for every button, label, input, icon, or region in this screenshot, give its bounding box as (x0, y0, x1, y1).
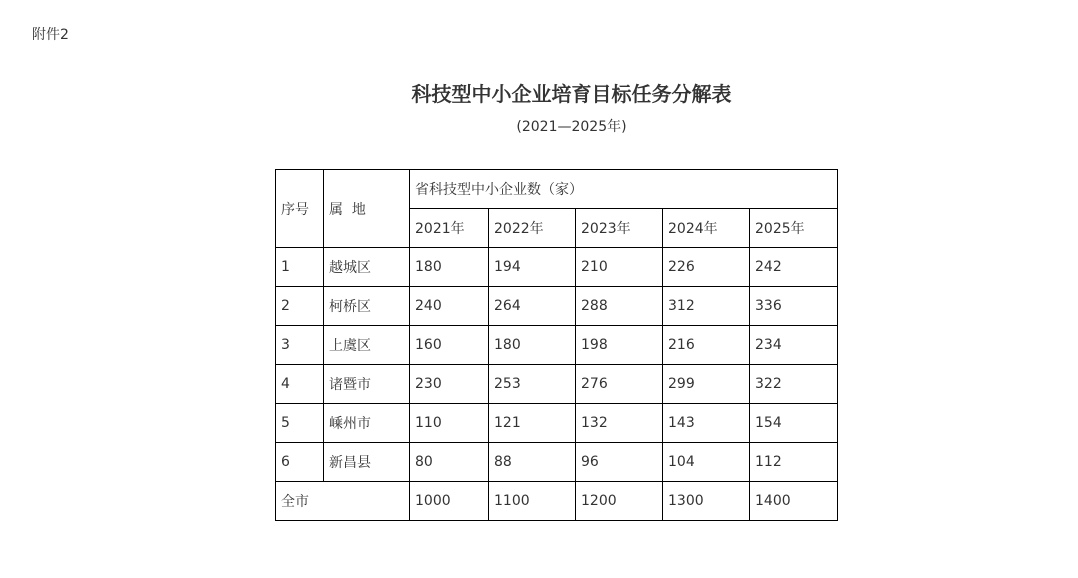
row-value: 276 (576, 365, 663, 404)
row-index: 1 (276, 248, 324, 287)
row-value: 88 (489, 443, 576, 482)
row-value: 336 (750, 287, 838, 326)
total-row (276, 482, 838, 521)
row-value: 154 (750, 404, 838, 443)
header-group: 省科技型中小企业数（家） (410, 170, 838, 209)
row-value: 132 (576, 404, 663, 443)
row-region: 嵊州市 (324, 404, 410, 443)
row-region: 上虞区 (324, 326, 410, 365)
header-year: 2021年 (410, 209, 489, 248)
row-value: 240 (410, 287, 489, 326)
row-value: 96 (576, 443, 663, 482)
attachment-label: 附件2 (32, 27, 69, 43)
row-value: 216 (663, 326, 750, 365)
row-value: 264 (489, 287, 576, 326)
table-row (276, 404, 838, 443)
row-index: 5 (276, 404, 324, 443)
row-value: 80 (410, 443, 489, 482)
table-row (276, 365, 838, 404)
total-label: 全市 (276, 482, 410, 521)
table-row (276, 287, 838, 326)
page-subtitle: (2021—2025年) (516, 119, 627, 135)
header-year: 2025年 (750, 209, 838, 248)
row-value: 112 (750, 443, 838, 482)
row-value: 312 (663, 287, 750, 326)
total-value: 1200 (576, 482, 663, 521)
total-value: 1300 (663, 482, 750, 521)
row-value: 242 (750, 248, 838, 287)
row-index: 4 (276, 365, 324, 404)
row-value: 160 (410, 326, 489, 365)
row-index: 2 (276, 287, 324, 326)
row-index: 3 (276, 326, 324, 365)
row-value: 234 (750, 326, 838, 365)
row-value: 322 (750, 365, 838, 404)
row-region: 柯桥区 (324, 287, 410, 326)
row-value: 143 (663, 404, 750, 443)
row-value: 194 (489, 248, 576, 287)
row-region: 越城区 (324, 248, 410, 287)
header-year: 2023年 (576, 209, 663, 248)
header-row (276, 170, 838, 209)
row-region: 诸暨市 (324, 365, 410, 404)
row-value: 226 (663, 248, 750, 287)
row-value: 180 (410, 248, 489, 287)
row-value: 230 (410, 365, 489, 404)
header-year: 2022年 (489, 209, 576, 248)
row-value: 299 (663, 365, 750, 404)
row-value: 253 (489, 365, 576, 404)
total-value: 1000 (410, 482, 489, 521)
target-table (275, 169, 838, 521)
row-value: 110 (410, 404, 489, 443)
row-value: 210 (576, 248, 663, 287)
row-value: 180 (489, 326, 576, 365)
total-value: 1400 (750, 482, 838, 521)
table-row (276, 443, 838, 482)
row-index: 6 (276, 443, 324, 482)
total-value: 1100 (489, 482, 576, 521)
header-year: 2024年 (663, 209, 750, 248)
table-row (276, 326, 838, 365)
row-value: 121 (489, 404, 576, 443)
row-value: 198 (576, 326, 663, 365)
page-title: 科技型中小企业培育目标任务分解表 (411, 82, 732, 106)
row-value: 104 (663, 443, 750, 482)
table-row (276, 248, 838, 287)
header-index: 序号 (276, 170, 324, 248)
row-value: 288 (576, 287, 663, 326)
row-region: 新昌县 (324, 443, 410, 482)
header-region: 属 地 (324, 170, 410, 248)
